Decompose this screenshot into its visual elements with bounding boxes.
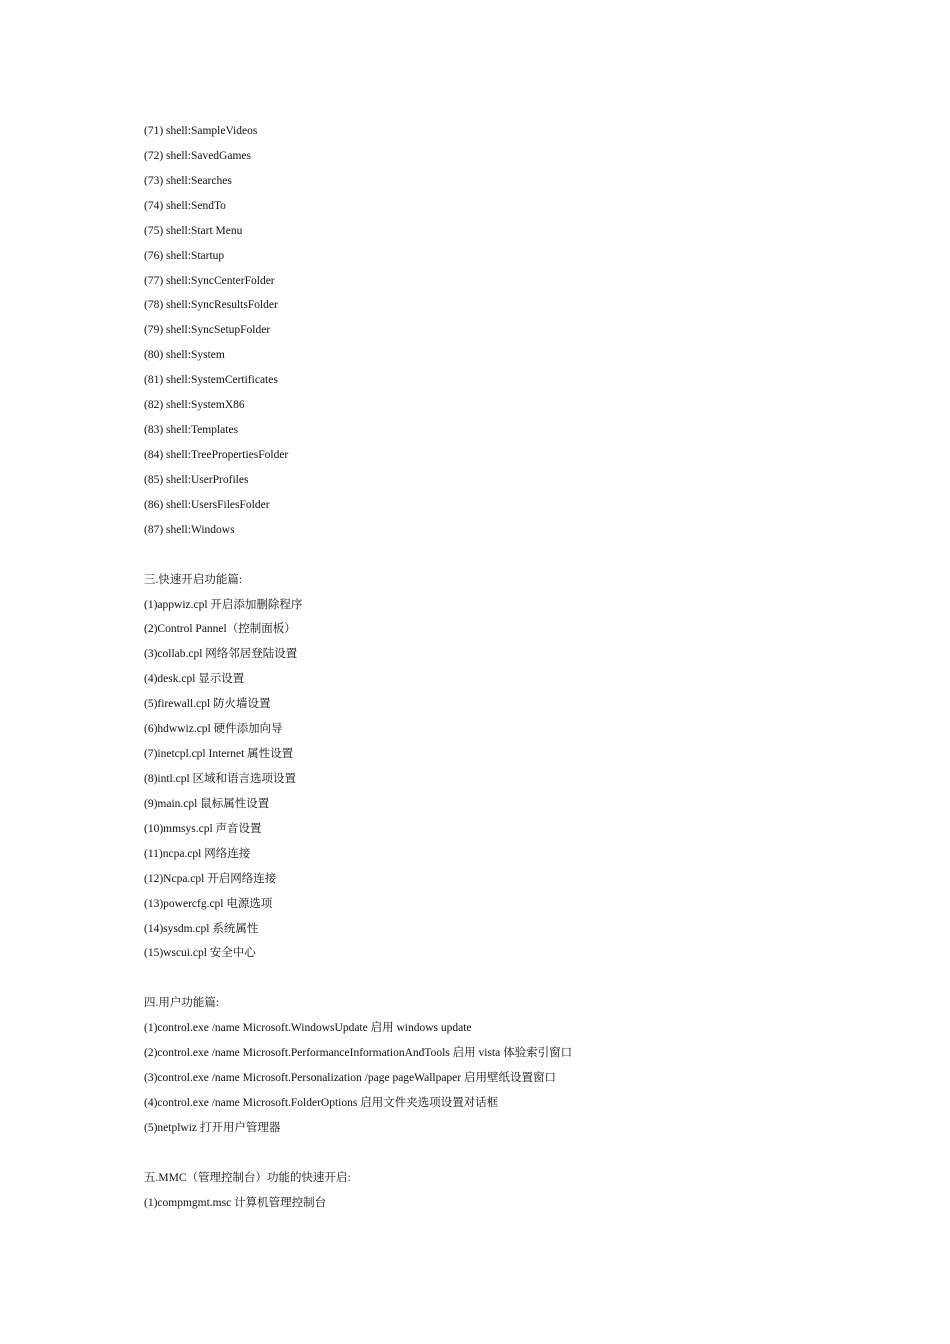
list-item: (13)powercfg.cpl 电源选项 bbox=[144, 897, 273, 910]
list-item: (10)mmsys.cpl 声音设置 bbox=[144, 822, 262, 835]
list-item: (5)netplwiz 打开用户管理器 bbox=[144, 1121, 281, 1134]
list-item: (1)control.exe /name Microsoft.WindowsUpdate 启用 windows update bbox=[144, 1022, 472, 1035]
list-item: (1)appwiz.cpl 开启添加删除程序 bbox=[144, 598, 303, 611]
section-heading-quick-start: 三.快速开启功能篇: bbox=[144, 573, 243, 586]
section-heading-mmc: 五.MMC（管理控制台）功能的快速开启: bbox=[144, 1171, 351, 1184]
list-item: (12)Ncpa.cpl 开启网络连接 bbox=[144, 872, 277, 885]
list-item: (76) shell:Startup bbox=[144, 249, 225, 262]
list-item: (4)control.exe /name Microsoft.FolderOptions 启用文件夹选项设置对话框 bbox=[144, 1096, 499, 1109]
list-item: (15)wscui.cpl 安全中心 bbox=[144, 947, 256, 960]
list-item: (7)inetcpl.cpl Internet 属性设置 bbox=[144, 748, 294, 761]
list-item: (11)ncpa.cpl 网络连接 bbox=[144, 847, 251, 860]
document-body bbox=[144, 122, 904, 1219]
list-item: (87) shell:Windows bbox=[144, 523, 235, 536]
list-item: (86) shell:UsersFilesFolder bbox=[144, 498, 270, 511]
list-item: (74) shell:SendTo bbox=[144, 199, 226, 212]
list-item: (77) shell:SyncCenterFolder bbox=[144, 274, 275, 287]
list-item: (85) shell:UserProfiles bbox=[144, 473, 249, 486]
section-spacer bbox=[144, 546, 904, 571]
list-item: (84) shell:TreePropertiesFolder bbox=[144, 448, 289, 461]
list-item: (4)desk.cpl 显示设置 bbox=[144, 673, 245, 686]
list-item: (8)intl.cpl 区域和语言选项设置 bbox=[144, 772, 297, 785]
section-spacer bbox=[144, 969, 904, 994]
list-item: (5)firewall.cpl 防火墙设置 bbox=[144, 698, 271, 711]
list-item: (3)control.exe /name Microsoft.Personalization /page pageWallpaper 启用壁纸设置窗口 bbox=[144, 1072, 556, 1085]
list-item: (78) shell:SyncResultsFolder bbox=[144, 299, 278, 312]
list-item: (75) shell:Start Menu bbox=[144, 224, 243, 237]
list-item: (1)compmgmt.msc 计算机管理控制台 bbox=[144, 1196, 327, 1209]
list-item: (2)control.exe /name Microsoft.PerformanceInformationAndTools 启用 vista 体验索引窗口 bbox=[144, 1047, 573, 1060]
section-spacer bbox=[144, 1144, 904, 1169]
list-item: (2)Control Pannel（控制面板） bbox=[144, 623, 296, 636]
section-heading-user-functions: 四.用户功能篇: bbox=[144, 997, 220, 1010]
list-item: (9)main.cpl 鼠标属性设置 bbox=[144, 797, 270, 810]
list-item: (79) shell:SyncSetupFolder bbox=[144, 324, 271, 337]
list-item: (6)hdwwiz.cpl 硬件添加向导 bbox=[144, 723, 283, 736]
list-item: (81) shell:SystemCertificates bbox=[144, 374, 278, 387]
list-item: (83) shell:Templates bbox=[144, 424, 239, 437]
list-item: (80) shell:System bbox=[144, 349, 225, 362]
list-item: (14)sysdm.cpl 系统属性 bbox=[144, 922, 259, 935]
list-item: (3)collab.cpl 网络邻居登陆设置 bbox=[144, 648, 298, 661]
list-item: (71) shell:SampleVideos bbox=[144, 125, 258, 137]
list-item: (82) shell:SystemX86 bbox=[144, 399, 245, 412]
list-item: (73) shell:Searches bbox=[144, 174, 232, 187]
list-item: (72) shell:SavedGames bbox=[144, 149, 251, 162]
